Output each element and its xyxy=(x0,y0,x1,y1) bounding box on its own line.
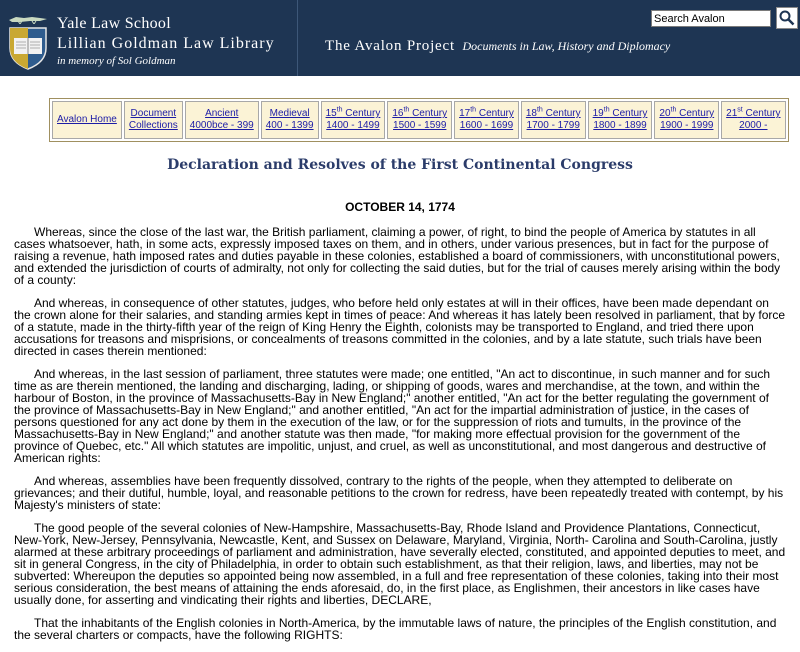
nav-cell xyxy=(721,101,785,139)
yale-shield-logo[interactable] xyxy=(8,26,48,70)
paragraph: And whereas, in the last session of parliament, three statutes were made; one entitled, "An act to discontinue, in such manner and for such time as are therein mentioned, the landing and discharging, lading, or shipping of goods, wares and merchandise, at the town, and within the harbour of Boston, in the province of Massachusetts-Bay in New England;" another entitled, "An act for the better regulating the government of the province of Massachusetts-Bay in New England;" and another entitled, "An act for the impartial administration of justice, in the cases of persons questioned for any act done by them in the execution of the law, or for the suppression of riots and tumults, in the province of the Massachusetts-Bay in New England;" and another statute was then made, "for making more effectual provision for the government of the province of Quebec, etc." All which statutes are impolitic, unjust, and cruel, as well as unconstitutional, and most dangerous and destructive of American rights: xyxy=(14,367,771,465)
nav-cell xyxy=(588,101,653,139)
memorial-text: in memory of Sol Goldman xyxy=(57,55,176,67)
nav-link[interactable]: 15th Century 1400 - 1499 xyxy=(325,106,381,131)
header-divider xyxy=(297,0,298,76)
nav-cell xyxy=(261,101,319,139)
nav-link[interactable]: 16th Century 1500 - 1599 xyxy=(392,106,448,131)
nav-cell xyxy=(387,101,452,139)
site-header xyxy=(0,0,800,76)
nav-link[interactable]: Ancient 4000bce - 399 xyxy=(189,108,254,131)
paragraph: The good people of the several colonies of New-Hampshire, Massachusetts-Bay, Rhode Island and Providence Plantations, Connecticut, New-York, New-Jersey, Pennsylvania, Newcastle, Kent, and Sussex on Delaware, Maryland, Virginia, North- Carolina and South-Carolina, justly alarmed at these arbitrary proceedings of parliament and administration, have severally elected, constituted, and appointed deputies to meet, and sit in general Congress, in the city of Philadelphia, in order to obtain such establishment, as that their religion, laws, and liberties, may not be subverted: Whereupon the deputies so appointed being now assembled, in a full and free representation of these colonies, taking into their most serious consideration, the best means of attaining the ends aforesaid, do, in the first place, as Englishmen, their ancestors in like cases have usually done, for asserting and vindicating their rights and liberties, DECLARE, xyxy=(14,521,786,607)
paragraph: That the inhabitants of the English colonies in North-America, by the immutable laws of nature, the principles of the English constitution, and the several charters or compacts, have the following RIGHTS: xyxy=(14,616,777,642)
nav-cell xyxy=(185,101,259,139)
nav-cell xyxy=(52,101,122,139)
paragraph: And whereas, assemblies have been frequently dissolved, contrary to the rights of the people, when they attempted to deliberate on grievances; and their dutiful, humble, loyal, and reasonable petitions to the crown for redress, have been repeatedly treated with contempt, by his Majesty's ministers of state: xyxy=(14,474,784,512)
century-nav xyxy=(49,98,789,142)
paragraph: Whereas, since the close of the last war, the British parliament, claiming a power, of right, to bind the people of America by statutes in all cases whatsoever, hath, in some acts, expressly imposed taxes on them, and in others, under various presences, but in fact for the purpose of raising a revenue, hath imposed rates and duties payable in these colonies, established a board of commissioners, with unconstitutional powers, and extended the jurisdiction of courts of admiralty, not only for collecting the said duties, but for the trial of causes merely arising within the body of a county: xyxy=(14,225,781,287)
alligator-icon xyxy=(8,14,48,24)
nav-link[interactable]: 20th Century 1900 - 1999 xyxy=(659,106,715,131)
search-input[interactable] xyxy=(651,10,771,27)
nav-link[interactable]: Medieval 400 - 1399 xyxy=(265,108,314,131)
nav-cell xyxy=(654,101,719,139)
project-name[interactable]: The Avalon Project xyxy=(325,38,455,54)
nav-link[interactable]: Document Collections xyxy=(128,108,178,131)
document-date: OCTOBER 14, 1774 xyxy=(345,200,455,214)
nav-cell xyxy=(124,101,183,139)
nav-cell xyxy=(454,101,519,139)
search-button[interactable] xyxy=(776,7,798,29)
nav-link[interactable]: 21st Century 2000 - xyxy=(726,106,781,131)
document-title: Declaration and Resolves of the First Continental Congress xyxy=(167,157,633,173)
paragraph: And whereas, in consequence of other statutes, judges, who before held only estates at will in their offices, have been made dependant on the crown alone for their salaries, and standing armies kept in times of peace: And whereas it has lately been resolved in parliament, that by force of a statute, made in the thirty-fifth year of the reign of King Henry the Eighth, colonists may be transported to England, and tried there upon accusations for treasons and misprisions, or concealments of treasons committed in the colonies, and by a late statute, such trials have been directed in cases therein mentioned: xyxy=(14,296,786,358)
nav-cell xyxy=(321,101,386,139)
nav-link[interactable]: 18th Century 1700 - 1799 xyxy=(525,106,581,131)
nav-cell xyxy=(521,101,586,139)
project-subtitle: Documents in Law, History and Diplomacy xyxy=(462,39,671,53)
search-icon xyxy=(777,8,797,28)
nav-link[interactable]: 19th Century 1800 - 1899 xyxy=(592,106,648,131)
nav-link[interactable]: Avalon Home xyxy=(57,114,117,125)
document-body xyxy=(0,226,786,652)
library-name[interactable]: Lillian Goldman Law Library xyxy=(57,35,275,52)
nav-link[interactable]: 17th Century 1600 - 1699 xyxy=(459,106,514,131)
school-name[interactable]: Yale Law School xyxy=(57,15,171,32)
project-title[interactable] xyxy=(325,38,670,55)
